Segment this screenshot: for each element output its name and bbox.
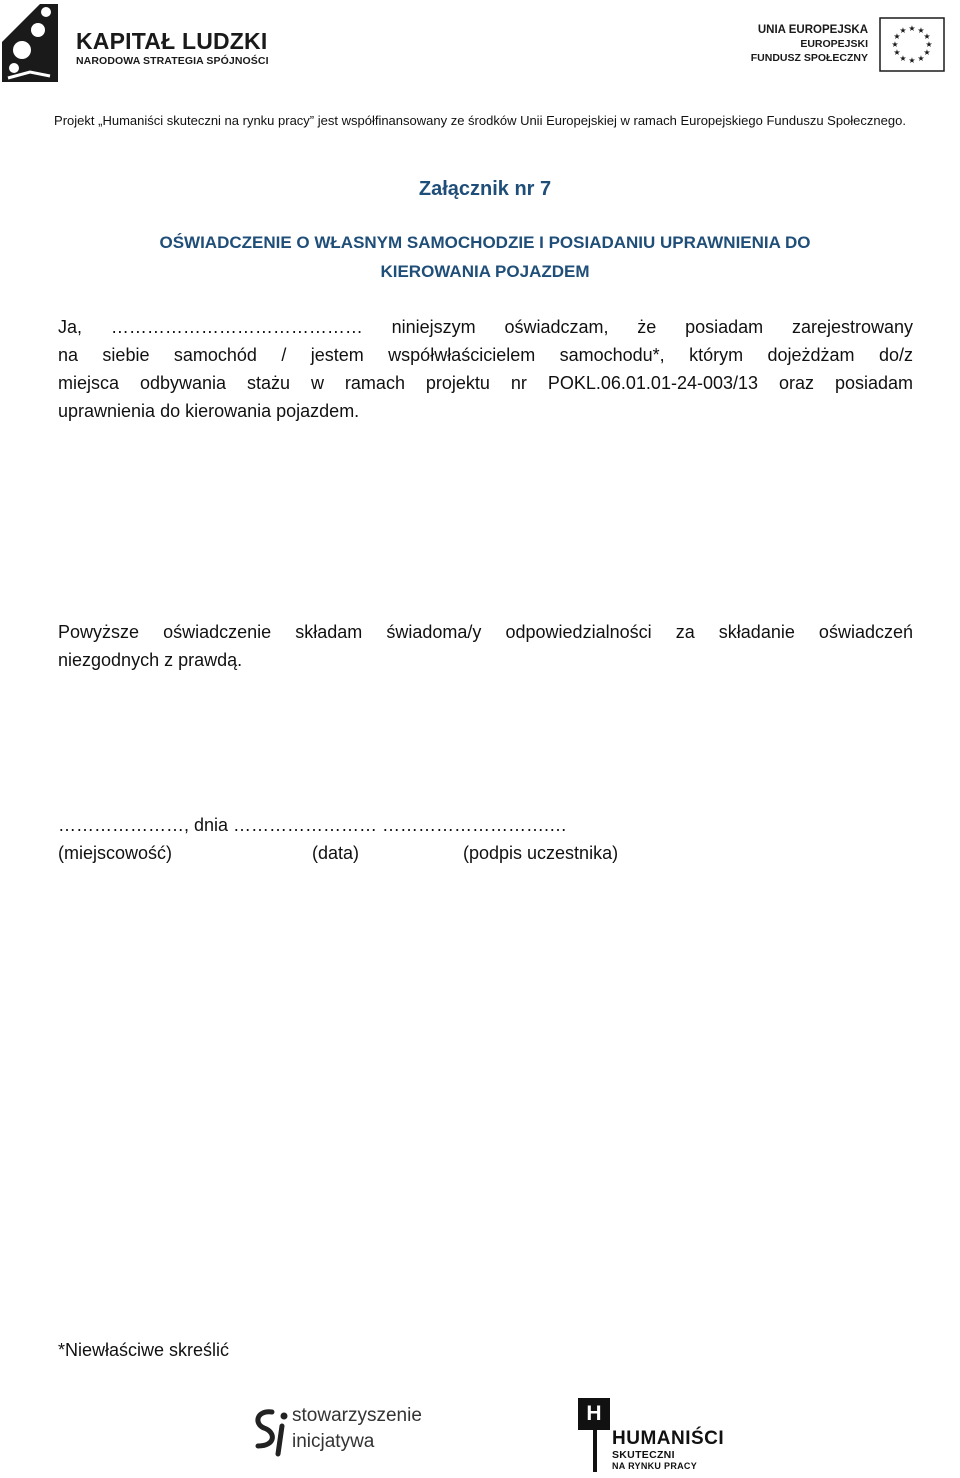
eu-label-line1: UNIA EUROPEJSKA — [757, 24, 868, 36]
svg-text:★: ★ — [893, 48, 901, 57]
signature-place-label: (miejscowość) — [58, 843, 173, 863]
body-line-1: Ja, …………………………………… niniejszym oświadczam, że posiadam zarejestrowany — [58, 317, 913, 337]
eu-label-line2: EUROPEJSKI — [800, 38, 868, 50]
humanisci-logo-bar — [593, 1430, 597, 1472]
declaration-title-line2: KIEROWANIA POJAZDEM — [380, 262, 590, 281]
humanisci-title: HUMANIŚCI — [612, 1428, 725, 1449]
annex-title: Załącznik nr 7 — [418, 178, 552, 200]
svg-text:★: ★ — [925, 40, 933, 49]
statement-line-2: niezgodnych z prawdą. — [58, 650, 243, 670]
signature-dotted-line: …………………, dnia …………………… ……………………….… — [58, 815, 568, 835]
humanisci-subtitle-1: SKUTECZNI — [612, 1449, 675, 1461]
svg-text:★: ★ — [923, 48, 931, 57]
body-line-3: miejsca odbywania stażu w ramach projektu nr POKL.06.01.01-24-003/13 oraz posiadam — [58, 373, 913, 393]
declaration-title-line1: OŚWIADCZENIE O WŁASNYM SAMOCHODZIE I POSIADANIU UPRAWNIENIA DO — [159, 233, 811, 252]
stowarzyszenie-inicjatywa-logo-mark — [246, 1404, 296, 1460]
signature-date-label: (data) — [312, 843, 360, 863]
svg-text:★: ★ — [891, 40, 899, 49]
svg-text:★: ★ — [899, 26, 907, 35]
project-cofinancing-line: Projekt „Humaniści skuteczni na rynku pracy” jest współfinansowany ze środków Unii Europejskiej w ramach Europejskiego Funduszu Społecznego. — [54, 113, 906, 128]
svg-text:★: ★ — [917, 26, 925, 35]
kapital-ludzki-subtitle: NARODOWA STRATEGIA SPÓJNOŚCI — [76, 55, 269, 67]
body-line-2: na siebie samochód / jestem współwłaścicielem samochodu*, którym dojeżdżam do/z — [58, 345, 913, 365]
humanisci-h-logo: H — [578, 1398, 610, 1430]
signature-sign-label: (podpis uczestnika) — [463, 843, 619, 863]
svg-text:★: ★ — [893, 32, 901, 41]
svg-text:★: ★ — [908, 56, 916, 65]
kapital-ludzki-title: KAPITAŁ LUDZKI — [76, 28, 268, 54]
svg-text:★: ★ — [917, 54, 925, 63]
inicjatywa-label: inicjatywa — [292, 1431, 375, 1452]
svg-text:★: ★ — [899, 54, 907, 63]
svg-text:★: ★ — [923, 32, 931, 41]
eu-flag-icon — [879, 17, 945, 72]
stowarzyszenie-label: stowarzyszenie — [292, 1405, 422, 1426]
footnote: *Niewłaściwe skreślić — [58, 1340, 230, 1360]
kapital-ludzki-logo-mark — [0, 2, 62, 84]
body-line-4: uprawnienia do kierowania pojazdem. — [58, 401, 360, 421]
statement-line-1: Powyższe oświadczenie składam świadoma/y odpowiedzialności za składanie oświadczeń — [58, 622, 913, 642]
svg-text:★: ★ — [908, 24, 916, 33]
eu-label-line3: FUNDUSZ SPOŁECZNY — [750, 52, 868, 64]
humanisci-subtitle-2: NA RYNKU PRACY — [612, 1461, 698, 1471]
